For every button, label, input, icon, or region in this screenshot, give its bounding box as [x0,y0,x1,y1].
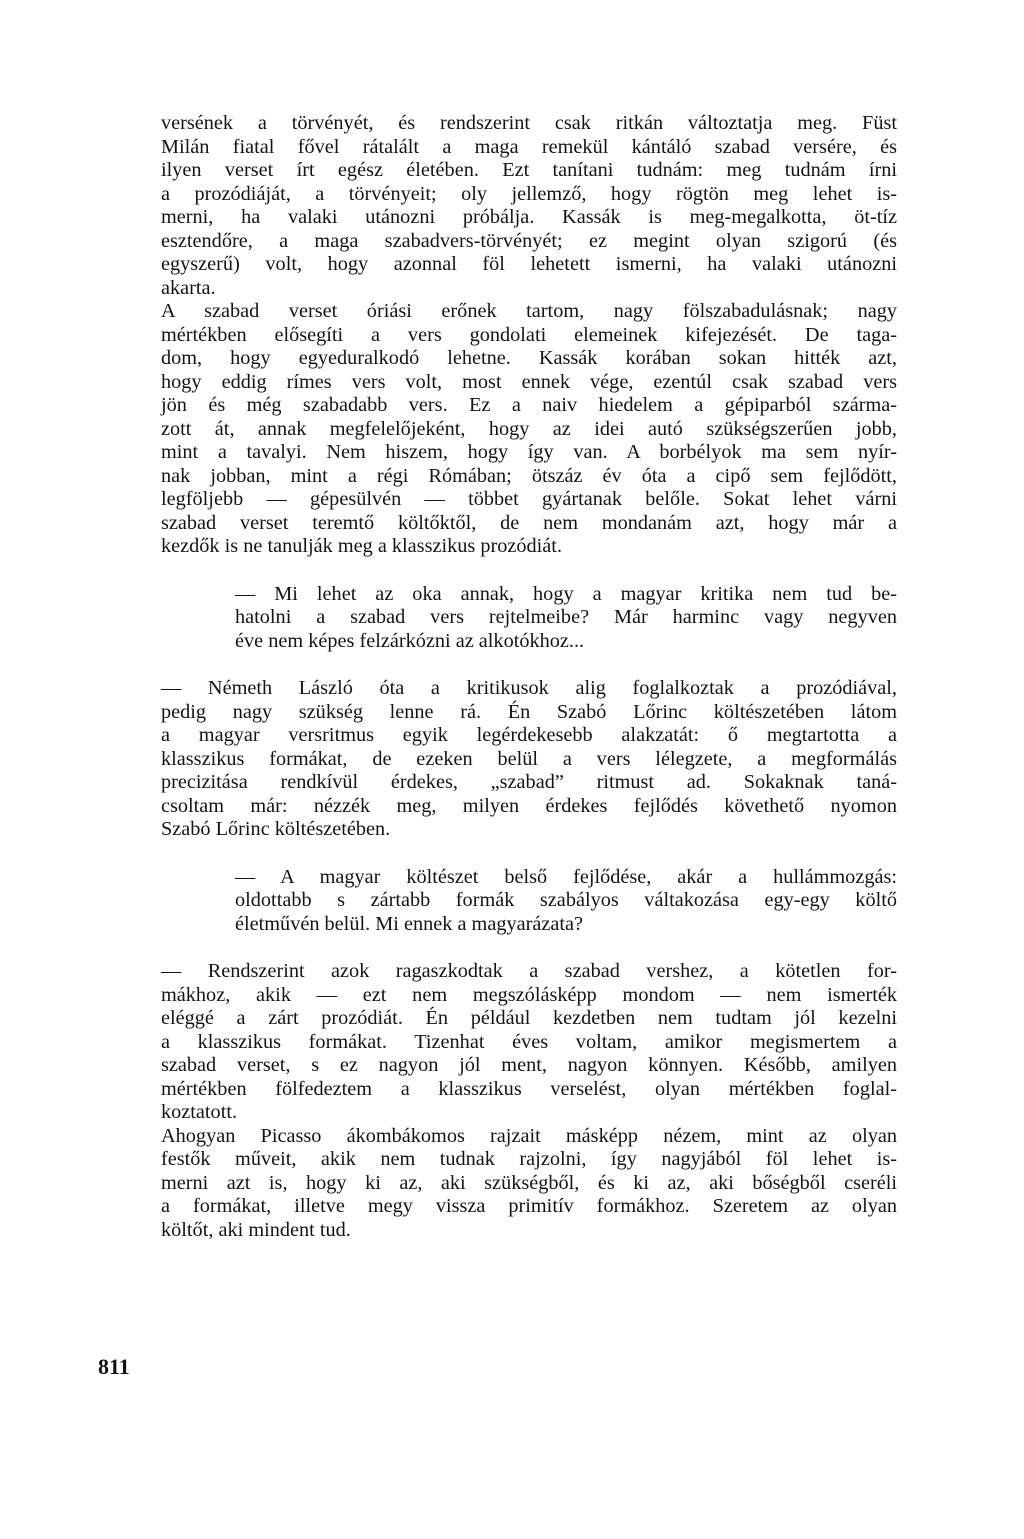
question-line: életművén belül. Mi ennek a magyarázata? [235,912,583,935]
text-line: merni azt is, hogy ki az, aki szükségből, és ki az, aki bőségből cseréli [161,1171,897,1194]
page-number: 811 [98,1354,130,1379]
text-line: merni, ha valaki utánozni próbálja. Kassák is meg-megalkotta, öt-tíz [161,206,897,228]
text-line: mint a tavalyi. Nem hiszem, hogy így van. A borbélyok ma sem nyír- [161,441,897,463]
text-line: szabad verset teremtő költőktől, de nem mondanám azt, hogy már a [161,511,897,534]
text-line: a klasszikus formákat. Tizenhat éves voltam, amikor megismertem a [161,1030,897,1053]
text-line: ilyen verset írt egész életében. Ezt tanítani tudnám: meg tudnám írni [161,159,897,181]
text-line: zott át, annak megfelelőjeként, hogy az idei autó szükségszerűen jobb, [161,417,897,440]
text-line: Ahogyan Picasso ákombákomos rajzait másképp nézem, mint az olyan [161,1124,897,1147]
text-line: versének a törvényét, és rendszerint csak ritkán változtatja meg. Füst [161,112,897,134]
question-line: hatolni a szabad vers rejtelmeibe? Már harminc vagy negyven [235,606,897,628]
text-line: dom, hogy egyeduralkodó lehetne. Kassák korában sokan hitték azt, [161,347,897,369]
text-line: eléggé a zárt prozódiát. Én például kezdetben nem tudtam jól kezelni [161,1007,897,1029]
block-gap [161,842,897,866]
text-line: a prozódiáját, a törvényeit; oly jellemző, hogy rögtön meg lehet is- [161,182,897,205]
text-line: — Rendszerint azok ragaszkodtak a szabad vershez, a kötetlen for- [161,960,897,982]
text-line: költőt, aki mindent tud. [161,1218,351,1241]
text-line: A szabad verset óriási erőnek tartom, nagy fölszabadulásnak; nagy [161,300,897,322]
text-line: jön és még szabadabb vers. Ez a naiv hiedelem a gépiparból szárma- [161,394,897,416]
text-line: esztendőre, a maga szabadvers-törvényét; ez megint olyan szigorú (és [161,229,897,252]
text-line: a formákat, illetve megy vissza primitív formákhoz. Szeretem az olyan [161,1195,897,1217]
question-block-1 [161,583,897,654]
block-gap [161,936,897,960]
answer-block-2 [161,677,897,842]
answer-block-3 [161,960,897,1242]
question-line: — Mi lehet az oka annak, hogy a magyar kritika nem tud be- [235,582,897,605]
text-line: mértékben elősegíti a vers gondolati elemeinek kifejezését. De taga- [161,323,897,346]
text-line: kezdők is ne tanulják meg a klasszikus prozódiát. [161,535,563,557]
question-line: éve nem képes felzárkózni az alkotókhoz... [235,629,585,652]
text-line: szabad verset, s ez nagyon jól ment, nagyon könnyen. Később, amilyen [161,1054,897,1076]
question-line: oldottabb s zártabb formák szabályos váltakozása egy-egy költő [235,889,897,911]
text-line: precizitása rendkívül érdekes, „szabad” ritmust ad. Sokaknak taná- [161,771,897,793]
text-line: legföljebb — gépesülvén — többet gyártanak belőle. Sokat lehet várni [161,488,897,510]
block-gap [161,559,897,583]
text-line: koztatott. [161,1101,238,1123]
text-line: — Németh László óta a kritikusok alig foglalkoztak a prozódiával, [161,677,897,699]
text-line: mákhoz, akik — ezt nem megszólásképp mondom — nem ismerték [161,983,897,1006]
text-line: csoltam már: nézzék meg, milyen érdekes fejlődés követhető nyomon [161,794,897,817]
block-gap [161,653,897,677]
text-line: a magyar versritmus egyik legérdekesebb alakzatát: ő megtartotta a [161,724,897,746]
text-line: Szabó Lőrinc költészetében. [161,818,391,840]
page-text [161,112,897,1242]
text-line: nak jobban, mint a régi Rómában; ötszáz év óta a cipő sem fejlődött, [161,464,897,487]
text-line: festők műveit, akik nem tudnak rajzolni, így nagyjából föl lehet is- [161,1148,897,1170]
text-line: hogy eddig rímes vers volt, most ennek vége, ezentúl csak szabad vers [161,370,897,393]
text-line: akarta. [161,276,216,299]
question-line: — A magyar költészet belső fejlődése, akár a hullámmozgás: [235,865,897,888]
text-line: egyszerű) volt, hogy azonnal föl lehetett ismerni, ha valaki utánozni [161,253,897,275]
text-line: Milán fiatal fővel rátalált a maga remekül kántáló szabad versére, és [161,135,897,158]
question-block-2 [161,866,897,937]
text-line: mértékben fölfedeztem a klasszikus verselést, olyan mértékben foglal- [161,1077,897,1100]
answer-block-1 [161,112,897,559]
text-line: klasszikus formákat, de ezeken belül a vers lélegzete, a megformálás [161,747,897,770]
text-line: pedig nagy szükség lenne rá. Én Szabó Lőrinc költészetében látom [161,700,897,723]
